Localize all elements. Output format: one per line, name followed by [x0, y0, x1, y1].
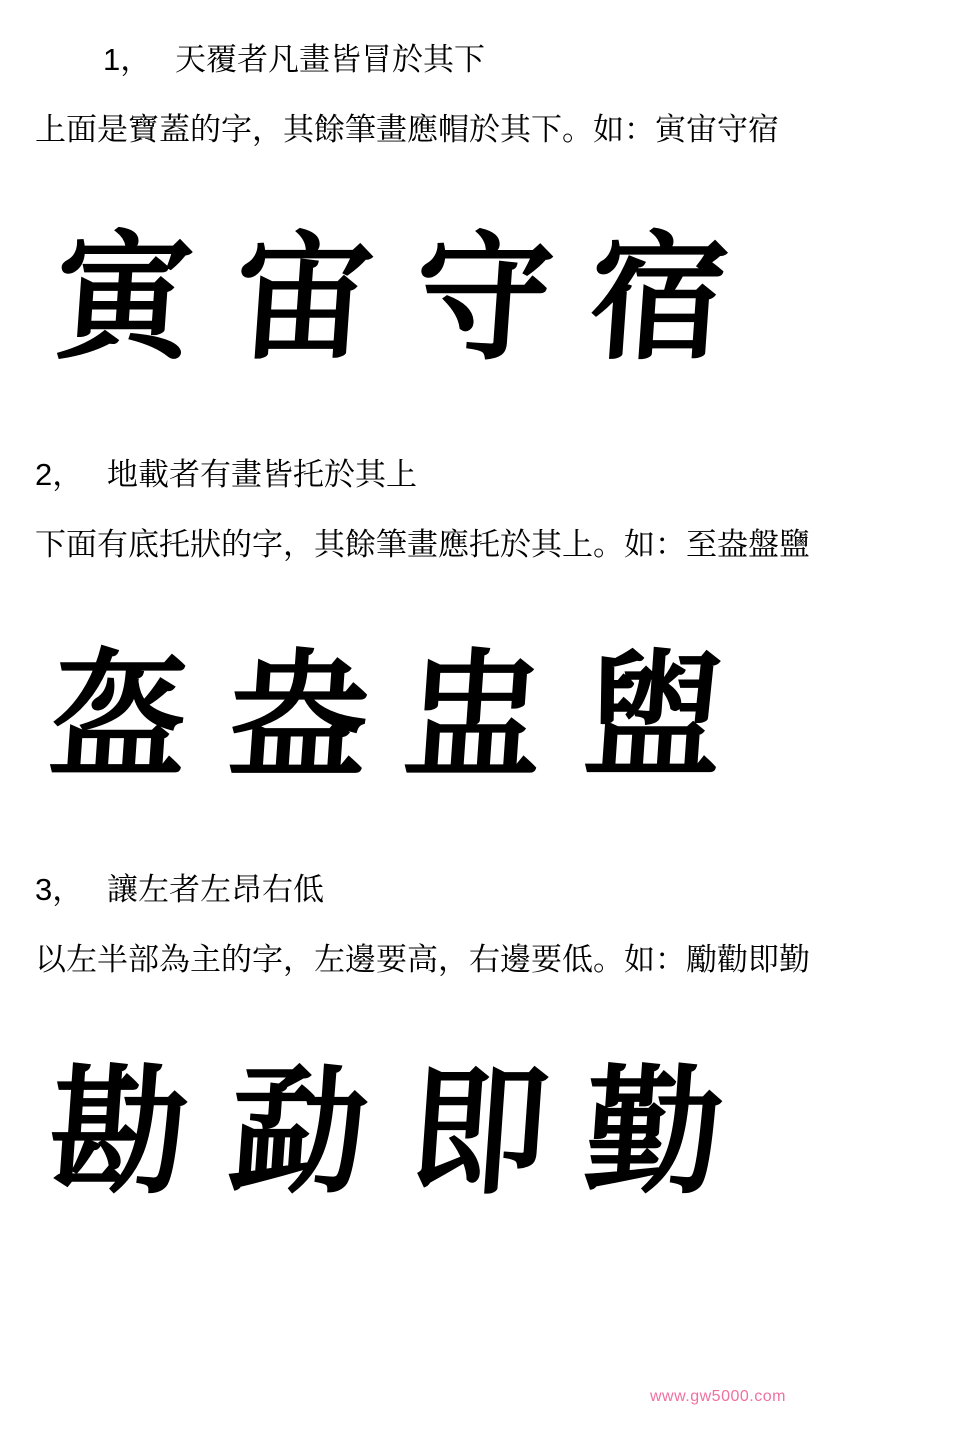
- section-3-description: 以左半部為主的字，左邊要高，右邊要低。如：勵勸即勤: [35, 942, 810, 978]
- calligraphy-char: 盅: [399, 634, 549, 797]
- calligraphy-char: 寅: [49, 216, 199, 379]
- section-2-heading: [35, 455, 417, 495]
- calligraphy-char: 盎: [224, 634, 374, 797]
- calligraphy-char: 勘: [44, 1050, 194, 1213]
- calligraphy-char: 守: [409, 216, 559, 379]
- calligraphy-char: 盥: [579, 634, 729, 797]
- calligraphy-char: 勐: [224, 1050, 374, 1213]
- calligraphy-char: 勤: [579, 1050, 729, 1213]
- calligraphy-char: 宙: [229, 216, 379, 379]
- section-1-number: 1，: [103, 42, 152, 77]
- section-3-calligraphy: [40, 1052, 760, 1222]
- calligraphy-char: 盔: [44, 634, 194, 797]
- watermark-text: www.gw5000.com: [650, 1388, 786, 1405]
- section-1-heading: [103, 40, 485, 80]
- section-3-heading: [35, 870, 324, 910]
- calligraphy-char: 即: [404, 1050, 554, 1213]
- section-3-title: 讓左者左昂右低: [107, 872, 324, 908]
- section-1-title: 天覆者凡畫皆冒於其下: [175, 42, 485, 78]
- section-1-calligraphy: [40, 218, 760, 388]
- section-2-number: 2，: [35, 457, 84, 492]
- section-2-calligraphy: [40, 636, 760, 806]
- section-2-description: 下面有底托狀的字，其餘筆畫應托於其上。如：至盎盤鹽: [35, 527, 810, 563]
- section-2-title: 地載者有畫皆托於其上: [107, 457, 417, 493]
- section-1-description: 上面是寶蓋的字，其餘筆畫應帽於其下。如：寅宙守宿: [35, 112, 779, 148]
- calligraphy-char: 宿: [584, 216, 734, 379]
- section-3-number: 3，: [35, 872, 84, 907]
